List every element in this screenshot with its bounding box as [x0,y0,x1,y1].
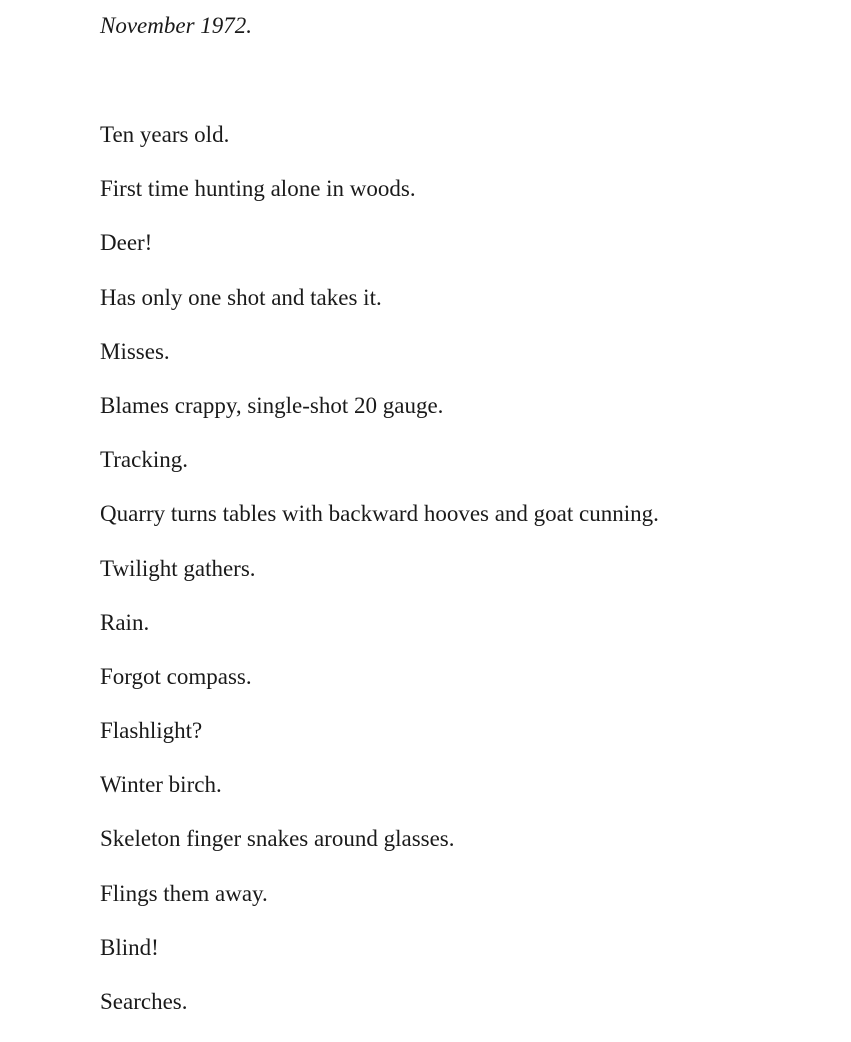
poem-line: Ten years old. [100,122,230,147]
poem-lines [100,121,659,1042]
poem-line: Rain. [100,609,150,635]
poem-line: Flashlight? [100,718,203,744]
poem-line: First time hunting alone in woods. [100,176,416,202]
poem-line: Flings them away. [100,880,268,906]
poem-line: Deer! [100,230,153,256]
poem-line: Searches. [100,989,188,1014]
poem-line: Blames crappy, single-shot 20 gauge. [100,392,444,418]
poem-line: Misses. [100,338,170,364]
poem-line: Tracking. [100,447,188,473]
poem-line: Forgot compass. [100,663,252,689]
poem-line: Blind! [100,934,159,960]
poem-line: Has only one shot and takes it. [100,284,382,310]
poem-line: Twilight gathers. [100,555,256,581]
poem-line: Winter birch. [100,772,222,798]
dateline: November 1972. [100,13,253,38]
poem-line: Skeleton finger snakes around glasses. [100,826,455,852]
poem-line: Quarry turns tables with backward hooves and goat cunning. [100,501,659,527]
